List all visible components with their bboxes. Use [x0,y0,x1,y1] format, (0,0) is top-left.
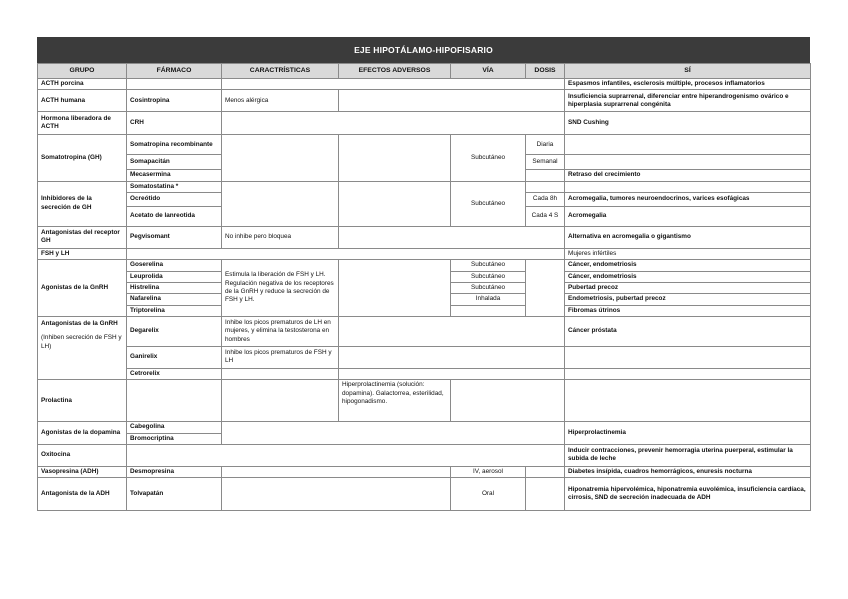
table-row [38,248,811,259]
si-cell: Acromegalia [565,206,811,226]
si-cell: Alternativa en acromegalia o gigantismo [565,226,811,248]
grupo-cell [38,316,127,379]
farmaco-cell: CRH [127,112,222,135]
farmaco-cell: Mecasermina [127,170,222,181]
farmaco-cell: Pegvisomant [127,226,222,248]
table-row [38,181,811,192]
table-row [38,79,811,90]
si-cell: Retraso del crecimiento [565,170,811,181]
caract-cell: Inhibe los picos prematuros de FSH y LH [222,346,339,368]
si-cell: Hiponatremia hipervolémica, hiponatremia euvolémica, insuficiencia cardíaca, cirrosis, SND de secreción inadecuada de ADH [565,478,811,511]
si-cell: Cáncer, endometriosis [565,260,811,271]
grupo-cell: Inhibidores de la secreción de GH [38,181,127,226]
grupo-cell: Antagonistas del receptor GH [38,226,127,248]
grupo-cell: FSH y LH [38,248,127,259]
farmaco-cell: Ganirelix [127,346,222,368]
header-si: SÍ [565,64,811,79]
via-cell: IV, aerosol [451,466,526,477]
farmaco-cell: Cosintropina [127,90,222,112]
farmaco-cell: Somatostatina * [127,181,222,192]
farmaco-cell: Triptorelina [127,305,222,316]
table-title: EJE HIPOTÁLAMO-HIPOFISARIO [37,37,810,63]
caract-cell: Inhibe los picos prematuros de LH en mujeres, y elimina la testosterona en hombres [222,316,339,346]
farmaco-cell: Cabegolina [127,422,222,433]
header-caracteristicas: CARACTRÍSTICAS [222,64,339,79]
header-grupo: GRUPO [38,64,127,79]
header-dosis: DOSIS [526,64,565,79]
farmaco-cell: Degarelix [127,316,222,346]
table-row [38,226,811,248]
si-cell: Cáncer próstata [565,316,811,346]
document [37,37,810,511]
via-cell: Subcutáneo [451,260,526,271]
si-cell: Espasmos infantiles, esclerosis múltiple, procesos inflamatorios [565,79,811,90]
grupo-cell: Hormona liberadora de ACTH [38,112,127,135]
table-row [38,368,811,379]
via-cell: Subcutáneo [451,271,526,282]
grupo-cell: Vasopresina (ADH) [38,466,127,477]
si-cell: Endometriosis, pubertad precoz [565,294,811,305]
farmaco-cell: Tolvapatán [127,478,222,511]
table-row [38,316,811,346]
table-row [38,112,811,135]
dosis-cell: Semanal [526,155,565,170]
table-row [38,260,811,271]
table-row [38,478,811,511]
farmaco-cell: Somatropina recombinante [127,135,222,155]
farmaco-cell: Desmopresina [127,466,222,477]
via-cell: Subcutáneo [451,181,526,226]
farmaco-cell: Goserelina [127,260,222,271]
farmaco-cell: Leuprolida [127,271,222,282]
si-cell: Diabetes insípida, cuadros hemorrágicos, enuresis nocturna [565,466,811,477]
drug-table [37,63,811,511]
dosis-cell: Cada 4 S [526,206,565,226]
farmaco-cell: Cetrorelix [127,368,222,379]
grupo-cell: ACTH humana [38,90,127,112]
table-row [38,135,811,155]
header-efectos: EFECTOS ADVERSOS [339,64,451,79]
table-row [38,346,811,368]
grupo-cell: Oxitocina [38,444,127,466]
si-cell: Insuficiencia suprarrenal, diferenciar entre hiperandrogenismo ovárico e hiperplasia suprarrenal congénita [565,90,811,112]
grupo-cell: Antagonista de la ADH [38,478,127,511]
si-cell: Mujeres infértiles [565,248,811,259]
grupo-note: (Inhiben secreción de FSH y LH) [41,334,122,350]
table-row [38,90,811,112]
farmaco-cell: Histrelina [127,282,222,293]
grupo-cell: Prolactina [38,380,127,422]
si-cell: Cáncer, endometriosis [565,271,811,282]
caract-cell: Estimula la liberación de FSH y LH. Regulación negativa de los receptores de la GnRH y reduce la secreción de FSH y LH. [222,260,339,317]
si-cell: Inducir contracciones, prevenir hemorragia uterina puerperal, estimular la subida de leche [565,444,811,466]
grupo-cell: Agonistas de la GnRH [38,260,127,317]
si-cell: Fibromas útrinos [565,305,811,316]
dosis-cell: Cada 8h [526,192,565,206]
farmaco-cell: Bromocriptina [127,433,222,444]
farmaco-cell: Nafarelina [127,294,222,305]
si-cell: Acromegalia, tumores neuroendocrinos, varices esofágicas [565,192,811,206]
via-cell: Subcutáneo [451,282,526,293]
table-row [38,466,811,477]
farmaco-cell: Ocreótido [127,192,222,206]
caract-cell: Menos alérgica [222,90,339,112]
grupo-cell: Agonistas de la dopamina [38,422,127,445]
dosis-cell: Diaria [526,135,565,155]
farmaco-cell: Somapacitán [127,155,222,170]
si-cell: Hiperprolactinemia [565,422,811,445]
header-via: VÍA [451,64,526,79]
header-farmaco: FÁRMACO [127,64,222,79]
header-row [38,64,811,79]
via-cell: Inhalada [451,294,526,305]
caract-cell: No inhibe pero bloquea [222,226,339,248]
table-row [38,380,811,422]
table-row [38,444,811,466]
table-row [38,422,811,433]
via-cell: Oral [451,478,526,511]
grupo-cell: Somatotropina (GH) [38,135,127,181]
via-cell: Subcutáneo [451,135,526,181]
grupo-cell: ACTH porcina [38,79,127,90]
grupo-label: Antagonistas de la GnRH [41,319,118,327]
si-cell: Pubertad precoz [565,282,811,293]
efectos-cell: Hiperprolactinemia (solución: dopamina). Galactorrea, esterilidad, hipogonadismo. [339,380,451,422]
si-cell: SND Cushing [565,112,811,135]
farmaco-cell: Acetato de lanreotida [127,206,222,226]
